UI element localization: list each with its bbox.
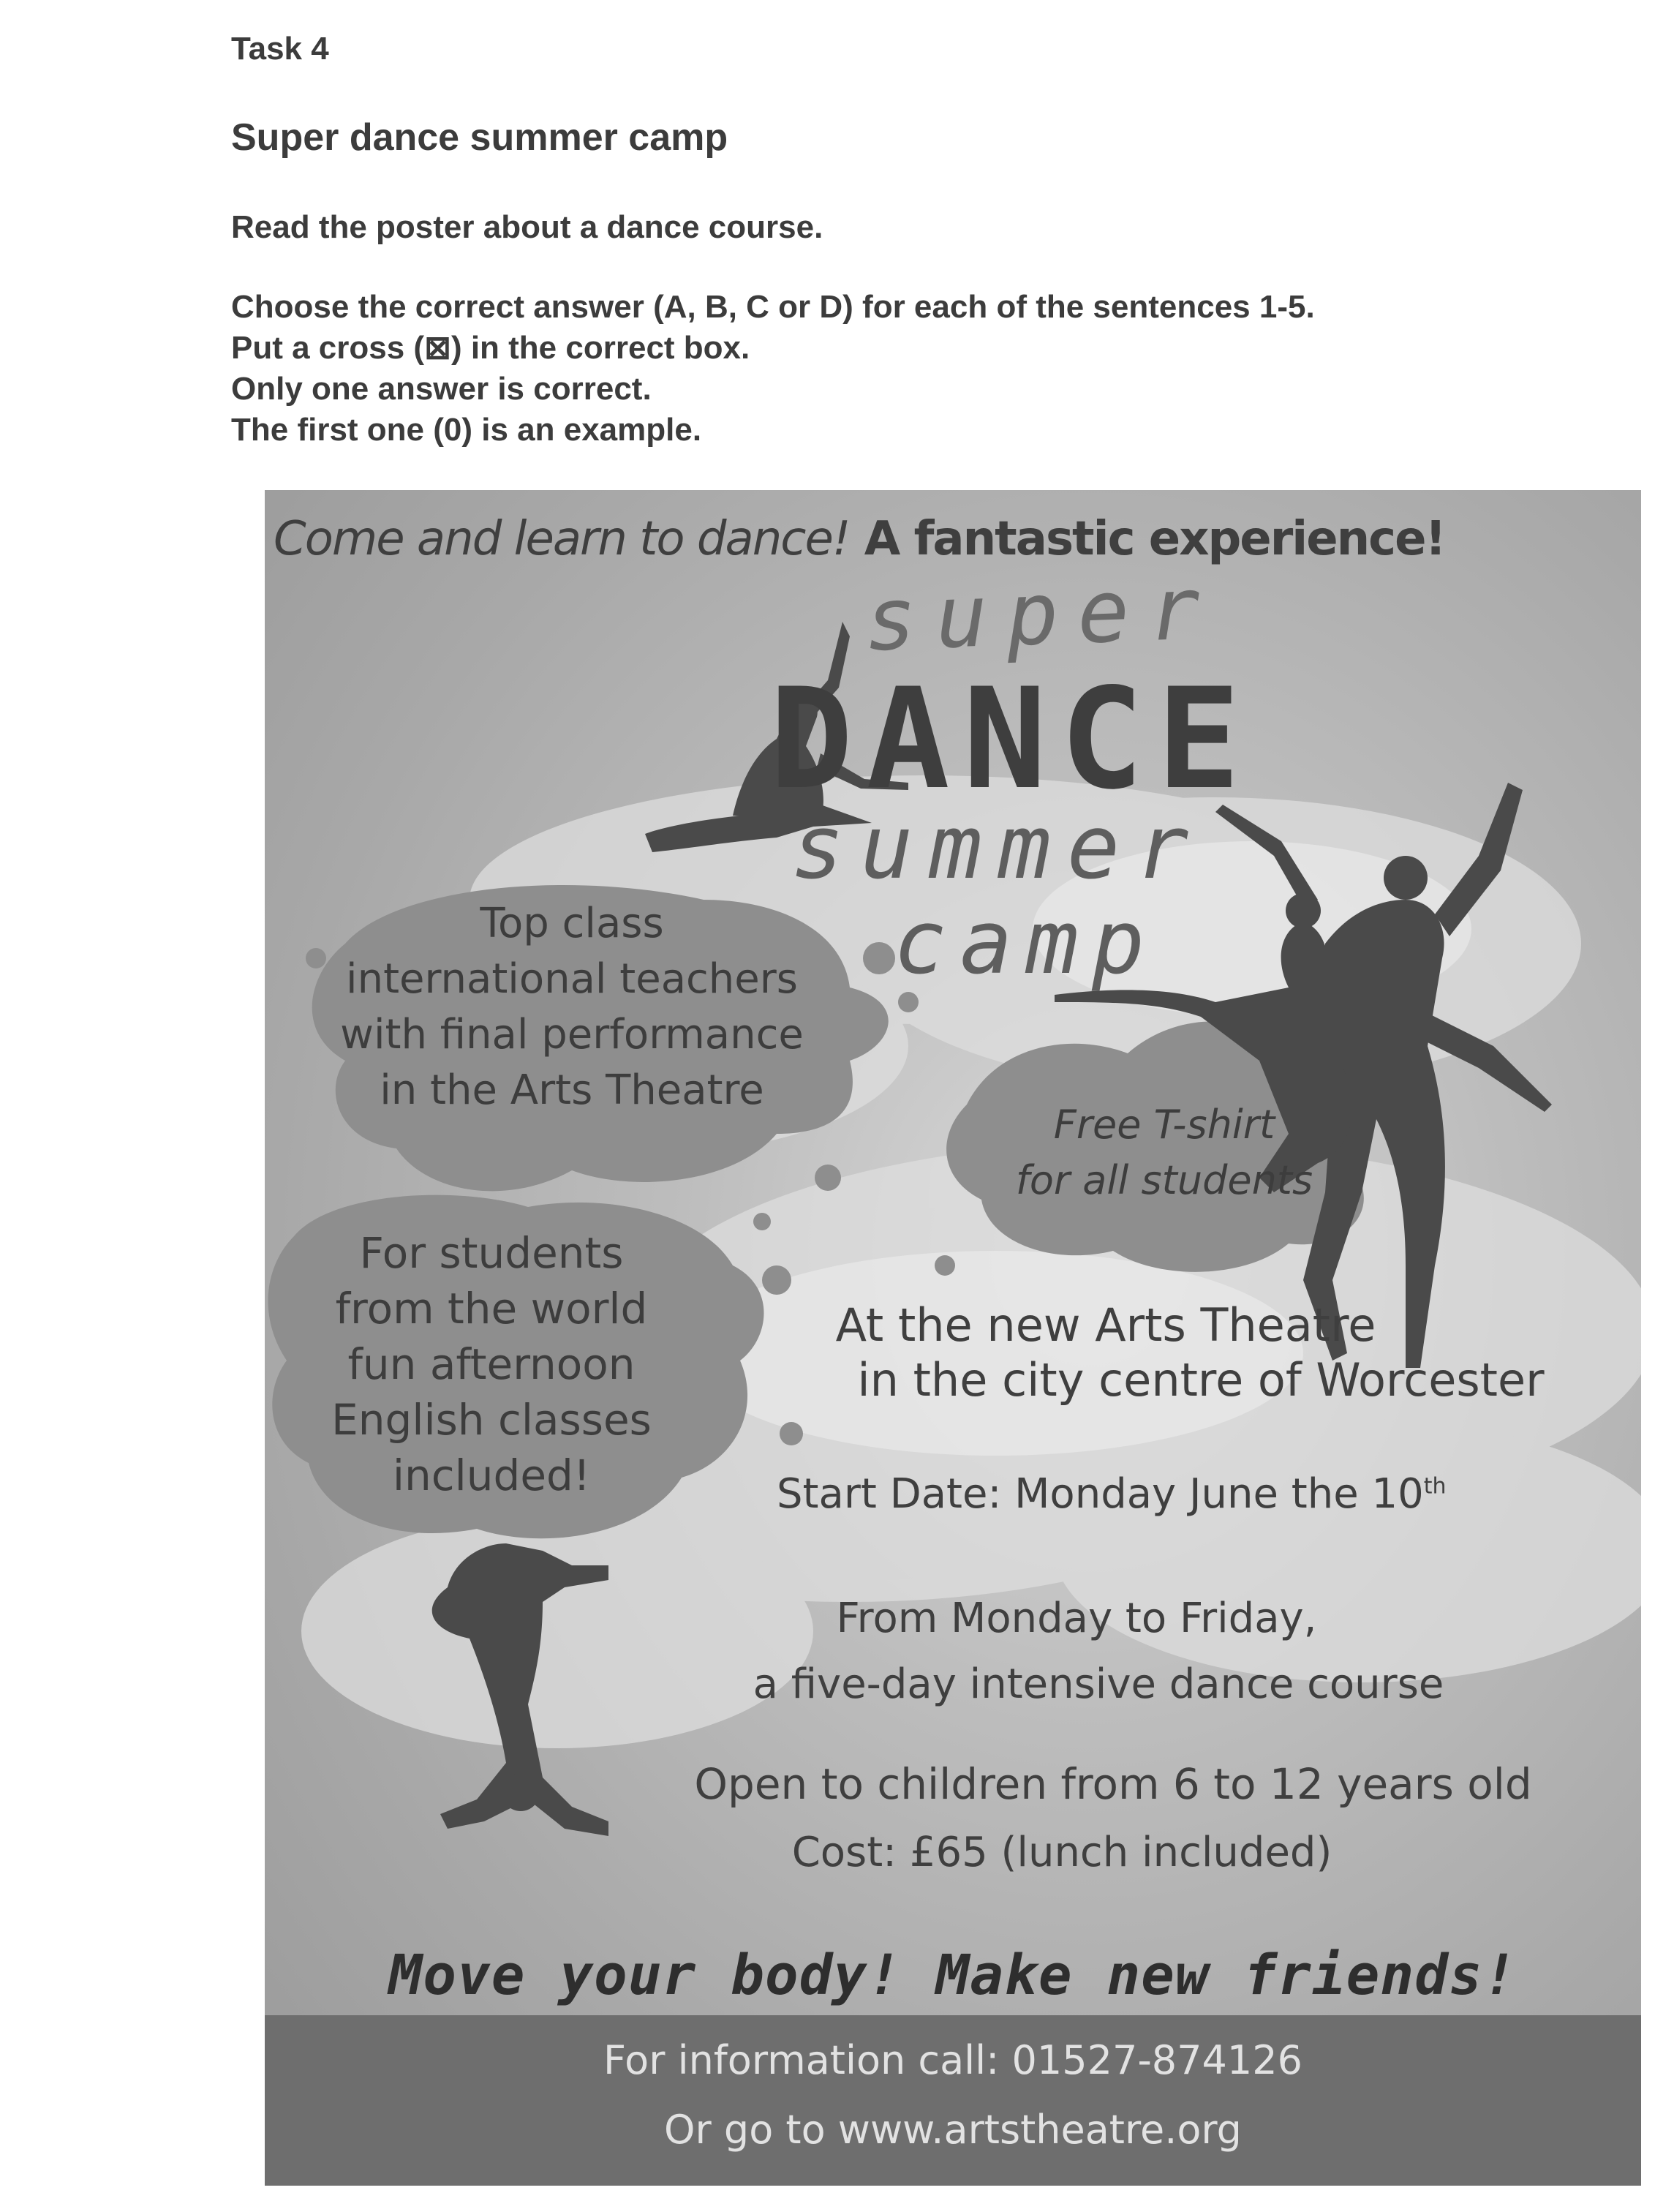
bubble-line: with final performance (340, 1011, 804, 1058)
instruction-line: Choose the correct answer (A, B, C or D) for each of the sentences 1-5. (231, 289, 1315, 325)
poster-tagline (274, 512, 1445, 566)
intro-text: Read the poster about a dance course. (231, 209, 823, 245)
poster-title-summer: summer (791, 797, 1205, 899)
footer-website: Or go to www.artstheatre.org (664, 2107, 1242, 2153)
poster-title-dance: DANCE (769, 658, 1253, 820)
poster-footer (265, 2015, 1641, 2186)
poster-slogan: Move your body! Make new friends! (388, 1942, 1517, 2007)
bubble-line: Free T-shirt (1053, 1102, 1275, 1148)
poster-title-super: super (862, 557, 1221, 671)
start-date-text: Start Date: Monday June the 10 (777, 1470, 1424, 1518)
start-date-suffix: th (1423, 1473, 1447, 1500)
bubble-tshirt (959, 1097, 1369, 1208)
schedule-line-2: a five-day intensive dance course (753, 1660, 1444, 1708)
instruction-line: The first one (0) is an example. (231, 412, 702, 448)
bubble-line: English classes (331, 1395, 652, 1445)
footer-phone: For information call: 01527-874126 (603, 2037, 1302, 2083)
cost: Cost: £65 (lunch included) (791, 1829, 1332, 1876)
bubble-line: fun afternoon (347, 1339, 636, 1389)
bubble-line: in the Arts Theatre (380, 1066, 764, 1114)
venue-line-2: in the city centre of Worcester (857, 1353, 1545, 1407)
start-date (777, 1470, 1625, 1518)
schedule-line-1: From Monday to Friday, (836, 1595, 1317, 1642)
instruction-line: Put a cross (⊠) in the correct box. (231, 330, 750, 366)
bubble-teachers (338, 896, 806, 1118)
page-title: Super dance summer camp (231, 116, 728, 159)
bubble-line: international teachers (346, 955, 798, 1003)
age-range: Open to children from 6 to 12 years old (694, 1759, 1532, 1809)
poster-title-camp: camp (894, 892, 1158, 994)
bubble-students (265, 1225, 718, 1503)
bubble-line: Top class (480, 900, 664, 947)
poster (265, 490, 1641, 2186)
bubble-line: For students (359, 1228, 624, 1278)
bubble-line: from the world (335, 1284, 648, 1333)
task-label: Task 4 (231, 31, 329, 67)
venue-line-1: At the new Arts Theatre (835, 1298, 1376, 1352)
bubble-line: for all students (1015, 1157, 1313, 1203)
tagline-come-learn: Come and learn to dance! (274, 512, 850, 566)
tagline-fantastic: A fantastic experience! (849, 512, 1445, 566)
bubble-line: included! (392, 1451, 591, 1500)
instruction-line: Only one answer is correct. (231, 371, 652, 407)
instructions (231, 287, 1315, 451)
